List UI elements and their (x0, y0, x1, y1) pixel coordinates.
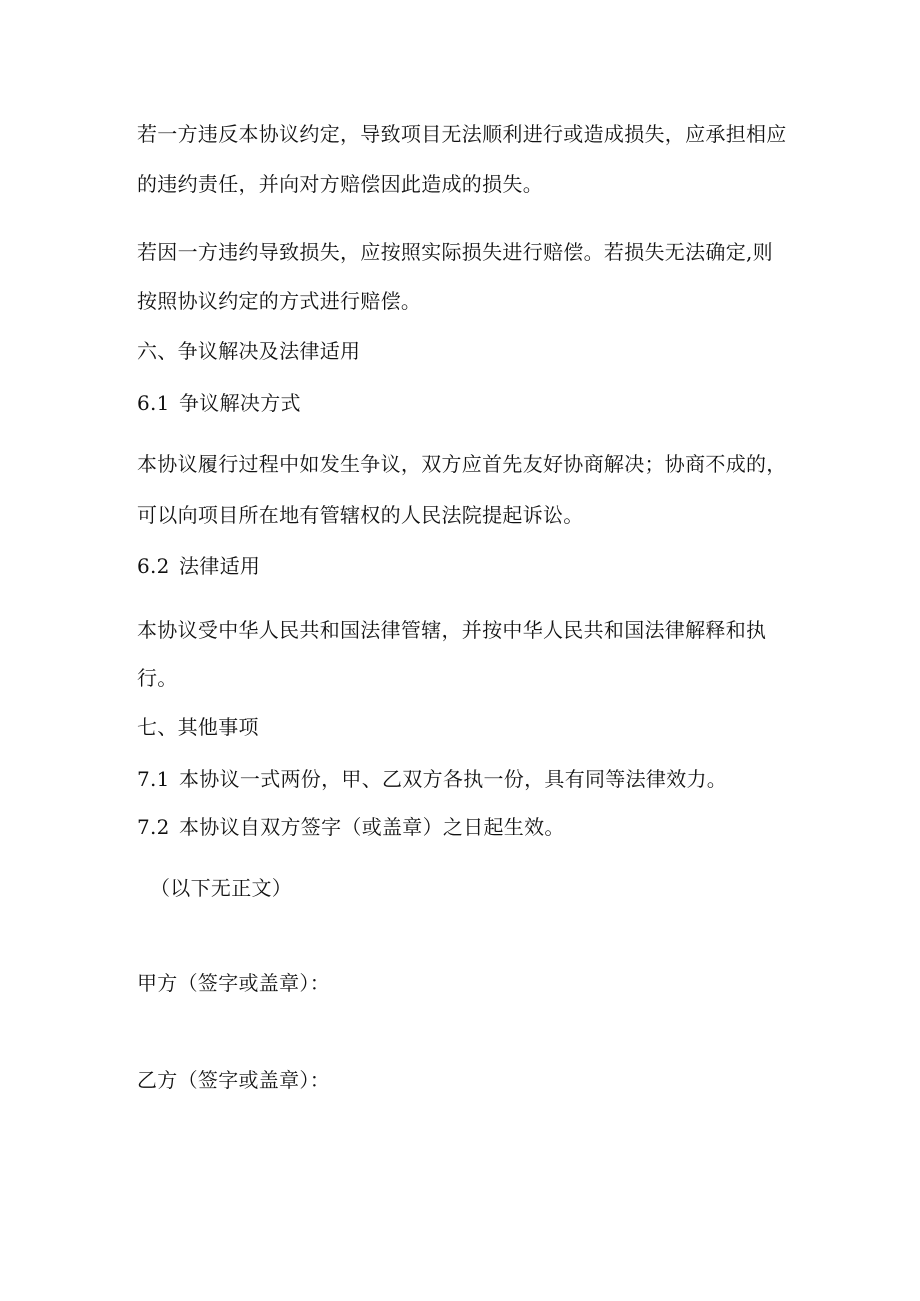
clause-6-2-text-line-2: 行。 (137, 666, 178, 690)
clause-6-2-number: 6.2 (137, 554, 170, 578)
clause-7-2 (137, 815, 565, 839)
paragraph-compensation-line-2: 按照协议约定的方式进行赔偿。 (137, 289, 422, 313)
paragraph-compensation-line-1: 若因一方违约导致损失，应按照实际损失进行赔偿。若损失无法确定,则 (137, 240, 773, 264)
clause-7-1 (137, 767, 727, 791)
clause-6-1-heading (137, 391, 301, 415)
clause-7-1-text: 本协议一式两份，甲、乙双方各执一份，具有同等法律效力。 (179, 767, 728, 791)
clause-7-2-text: 本协议自双方签字（或盖章）之日起生效。 (179, 815, 565, 839)
section-7-heading: 七、其他事项 (137, 715, 259, 739)
clause-6-1-title: 争议解决方式 (179, 391, 301, 415)
clause-7-1-number: 7.1 (137, 767, 170, 791)
clause-6-2-heading (137, 554, 260, 578)
clause-6-1-number: 6.1 (137, 391, 170, 415)
clause-7-2-number: 7.2 (137, 815, 170, 839)
clause-6-1-text-line-1: 本协议履行过程中如发生争议，双方应首先友好协商解决；协商不成的， (137, 452, 787, 476)
paragraph-breach-line-1: 若一方违反本协议约定，导致项目无法顺利进行或造成损失，应承担相应 (137, 122, 787, 146)
paragraph-breach-line-2: 的违约责任，并向对方赔偿因此造成的损失。 (137, 172, 543, 196)
section-6-heading: 六、争议解决及法律适用 (137, 339, 361, 363)
clause-6-2-text-line-1: 本协议受中华人民共和国法律管辖，并按中华人民共和国法律解释和执 (137, 618, 767, 642)
signature-party-a: 甲方（签字或盖章）： (137, 971, 330, 995)
signature-party-b: 乙方（签字或盖章）： (137, 1068, 330, 1092)
ending-note: （以下无正文） (150, 876, 293, 900)
clause-6-2-title: 法律适用 (179, 554, 261, 578)
clause-6-1-text-line-2: 可以向项目所在地有管辖权的人民法院提起诉讼。 (137, 503, 584, 527)
